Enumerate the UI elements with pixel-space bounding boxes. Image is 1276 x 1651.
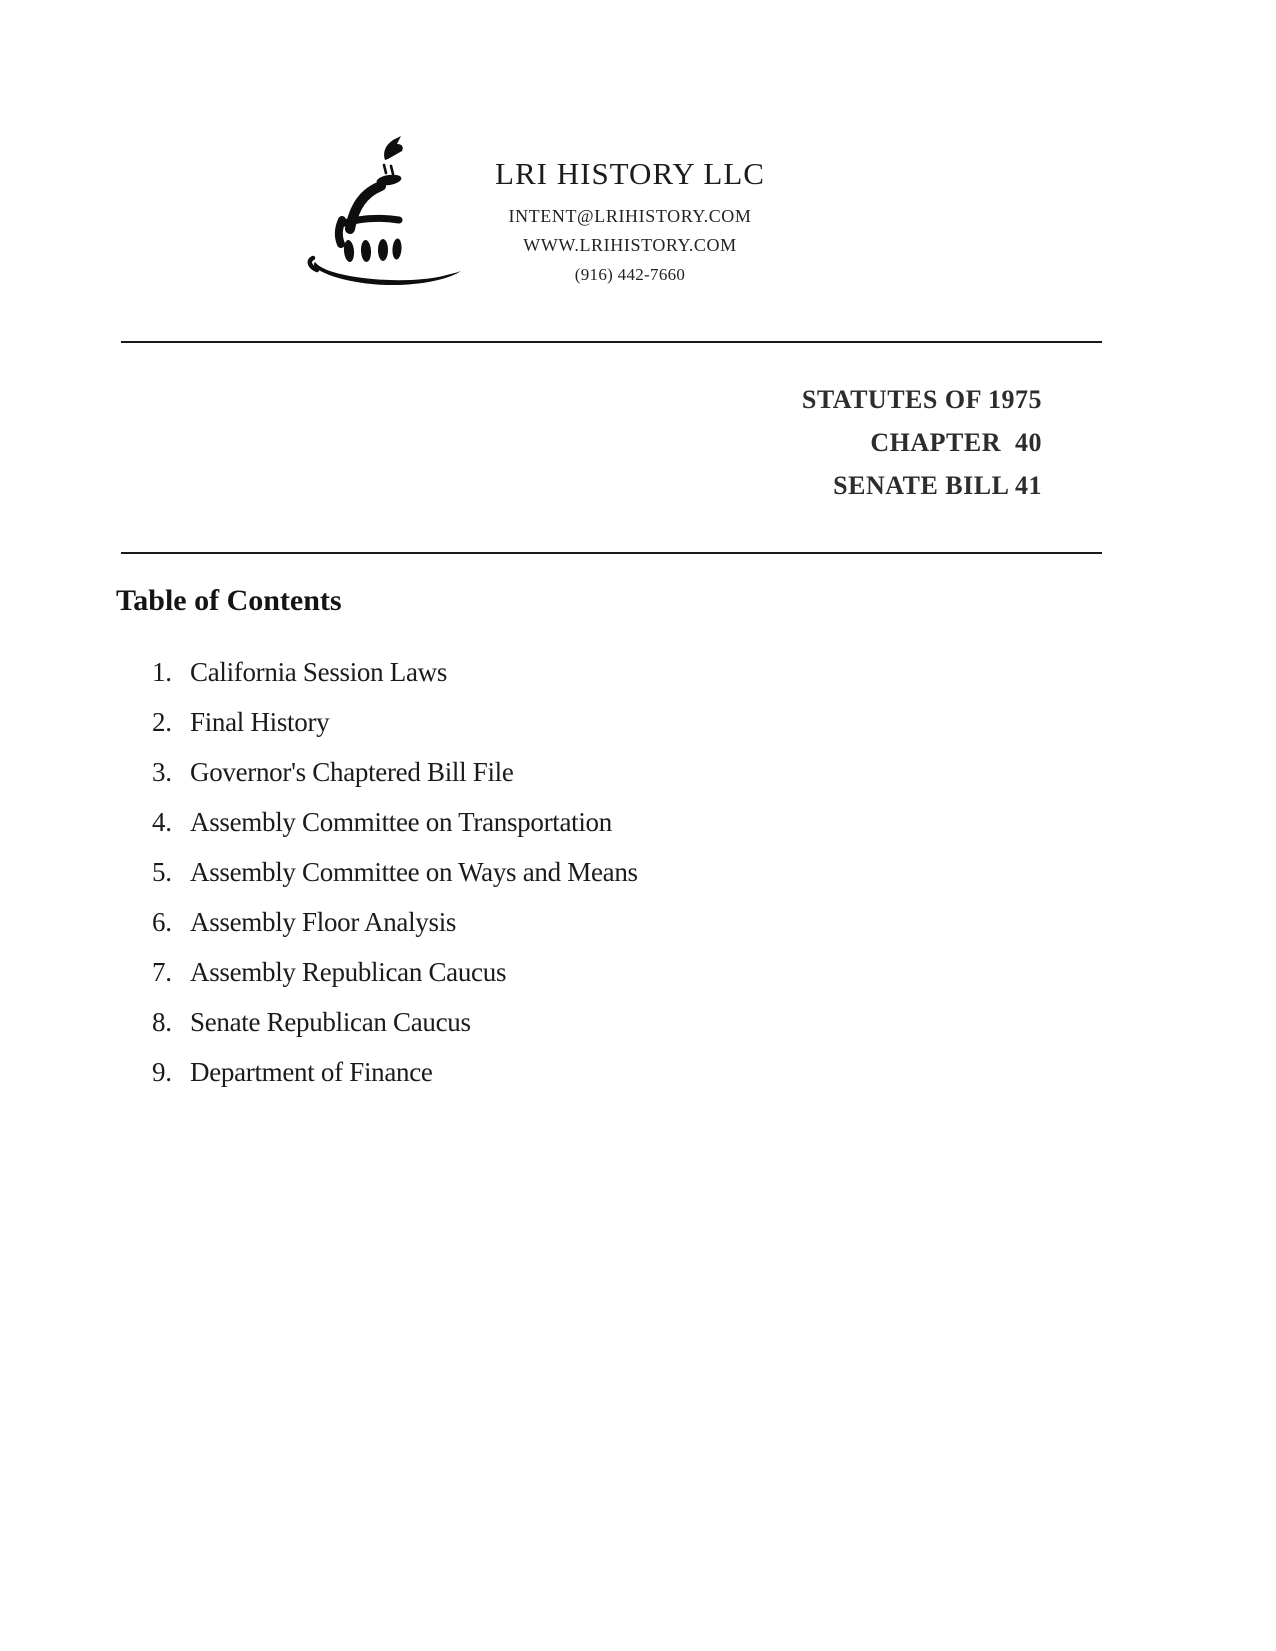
toc-item-label: Final History — [190, 707, 330, 737]
toc-item-number: 9. — [152, 1057, 172, 1087]
company-name: LRI HISTORY LLC — [495, 156, 765, 191]
toc-item — [152, 747, 638, 797]
toc-item-label: Assembly Floor Analysis — [190, 907, 457, 937]
toc-list — [152, 647, 638, 1097]
toc-item-label: Governor's Chaptered Bill File — [190, 757, 514, 787]
toc-item-number: 6. — [152, 907, 172, 937]
company-header — [455, 153, 805, 289]
toc-item-number: 1. — [152, 657, 172, 687]
toc-item — [152, 797, 638, 847]
divider-bottom — [121, 552, 1102, 554]
company-phone: (916) 442-7660 — [574, 265, 686, 284]
toc-item-number: 8. — [152, 1007, 172, 1037]
toc-item-label: Assembly Committee on Transportation — [190, 807, 612, 837]
toc-item-number: 4. — [152, 807, 172, 837]
company-website: WWW.LRIHISTORY.COM — [523, 235, 737, 255]
toc-item — [152, 947, 638, 997]
senate-bill-line: SENATE BILL 41 — [833, 471, 1042, 500]
toc-item-label: Assembly Republican Caucus — [190, 957, 507, 987]
statute-title-block — [802, 378, 1042, 507]
toc-item — [152, 647, 638, 697]
statutes-year-line: STATUTES OF 1975 — [801, 385, 1042, 414]
toc-item-number: 7. — [152, 957, 172, 987]
toc-item-label: Department of Finance — [190, 1057, 433, 1087]
toc-heading: Table of Contents — [116, 584, 342, 617]
toc-item — [152, 847, 638, 897]
toc-item-number: 5. — [152, 857, 172, 887]
toc-item-label: Assembly Committee on Ways and Means — [190, 857, 638, 887]
toc-item — [152, 697, 638, 747]
toc-item — [152, 1047, 638, 1097]
toc-item-number: 2. — [152, 707, 172, 737]
toc-item-number: 3. — [152, 757, 172, 787]
toc-item — [152, 997, 638, 1047]
toc-item-label: Senate Republican Caucus — [190, 1007, 471, 1037]
toc-item-label: California Session Laws — [190, 657, 448, 687]
capitol-dome-logo-icon — [293, 120, 475, 285]
divider-top — [121, 341, 1102, 343]
company-email: INTENT@LRIHISTORY.COM — [508, 206, 752, 226]
toc-item — [152, 897, 638, 947]
chapter-number-line: CHAPTER 40 — [870, 428, 1042, 457]
